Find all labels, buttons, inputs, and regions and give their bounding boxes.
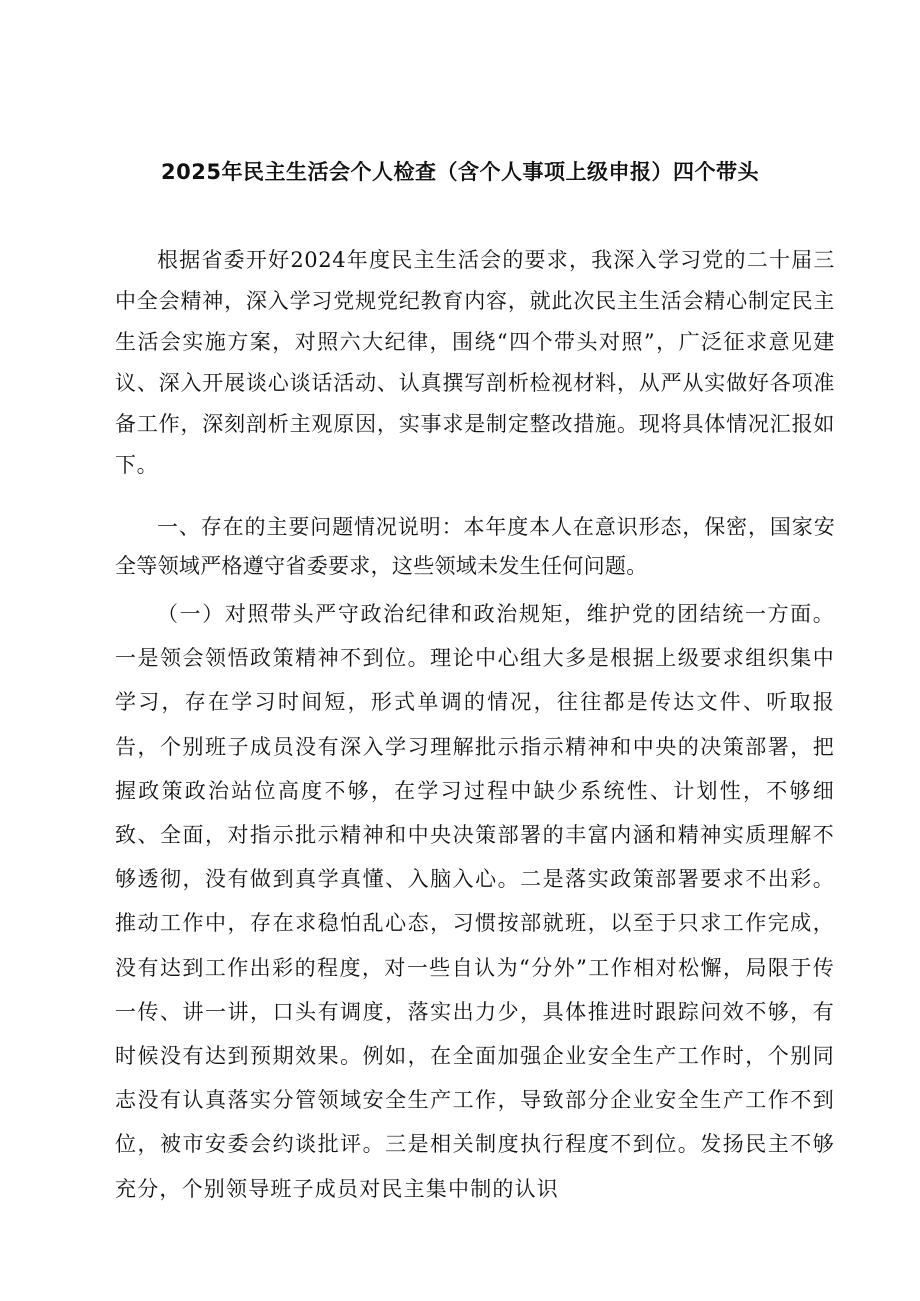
document-title: 2025年民主生活会个人检查（含个人事项上级申报）四个带头 [161, 160, 759, 184]
section-heading-paragraph: 一、存在的主要问题情况说明：本年度本人在意识形态，保密，国家安全等领域严格遵守省委要求，这些领域未发生任何问题。 [115, 515, 835, 578]
intro-paragraph: 根据省委开好2024年度民主生活会的要求，我深入学习党的二十届三中全会精神，深入学习党规党纪教育内容，就此次民主生活会精心制定民主生活会实施方案，对照六大纪律，围绕“四个带头对照”，广泛征求意见建议、深入开展谈心谈话活动、认真撰写剖析检视材料，从严从实做好各项准备工作，深刻剖析主观原因，实事求是制定整改措施。现将具体情况汇报如下。 [115, 248, 835, 477]
body-paragraph: （一）对照带头严守政治纪律和政治规矩，维护党的团结统一方面。一是领会领悟政策精神不到位。理论中心组大多是根据上级要求组织集中学习，存在学习时间短，形式单调的情况，往往都是传达文件、听取报告，个别班子成员没有深入学习理解批示指示精神和中央的决策部署，把握政策政治站位高度不够，在学习过程中缺少系统性、计划性，不够细致、全面，对指示批示精神和中央决策部署的丰富内涵和精神实质理解不够透彻，没有做到真学真懂、入脑入心。二是落实政策部署要求不出彩。推动工作中，存在求稳怕乱心态，习惯按部就班，以至于只求工作完成，没有达到工作出彩的程度，对一些自认为“分外”工作相对松懈，局限于传一传、讲一讲，口头有调度，落实出力少，具体推进时跟踪问效不够，有时候没有达到预期效果。例如，在全面加强企业安全生产工作时，个别同志没有认真落实分管领域安全生产工作，导致部分企业安全生产工作不到位，被市安委会约谈批评。三是相关制度执行程度不到位。发扬民主不够充分，个别领导班子成员对民主集中制的认识 [115, 602, 835, 1201]
